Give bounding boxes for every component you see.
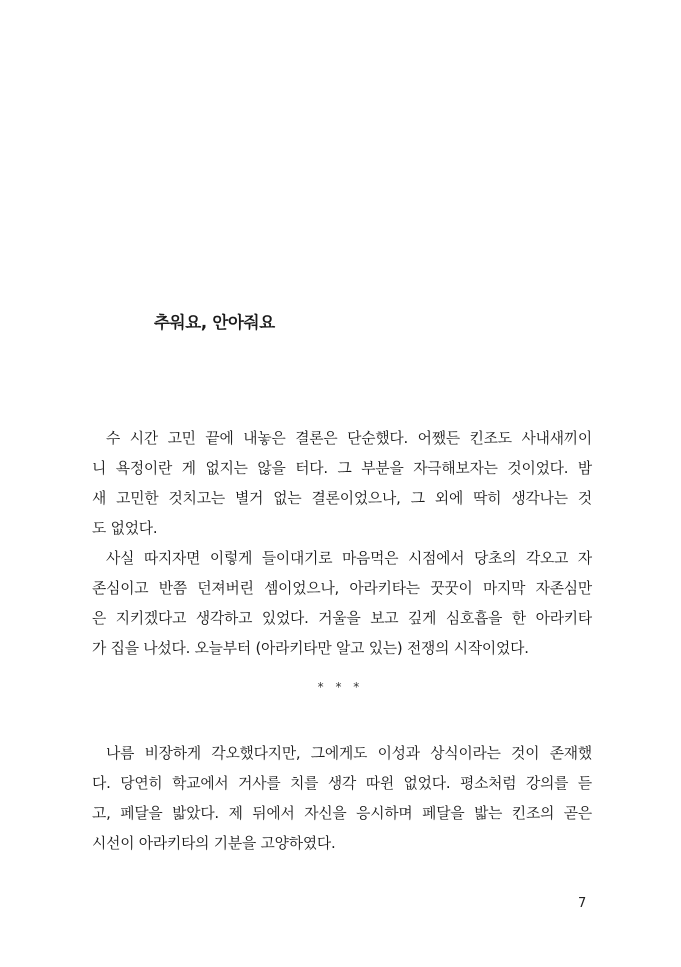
text-line: 니 욕정이란 게 없지는 않을 터다. 그 부분을 자극해보자는 것이었다. 밤 (92, 460, 592, 477)
text-line: 수 시간 고민 끝에 내놓은 결론은 단순했다. 어쨌든 킨조도 사내새끼이 (106, 430, 592, 447)
section-separator: * * * (317, 680, 364, 694)
chapter-title: 추워요, 안아줘요 (154, 313, 275, 332)
text-line: 새 고민한 것치고는 별거 없는 결론이었으나, 그 외에 딱히 생각나는 것 (92, 490, 592, 507)
page-number: 7 (578, 896, 587, 911)
text-line: 은 지키겠다고 생각하고 있었다. 거울을 보고 깊게 심호흡을 한 아라키타 (92, 610, 592, 627)
text-line: 시선이 아라키타의 기분을 고양하였다. (92, 835, 336, 852)
paragraph-1 (92, 424, 592, 544)
text-line: 도 없었다. (92, 520, 158, 537)
text-line: 존심이고 반쯤 던져버린 셈이었으나, 아라키타는 꿋꿋이 마지막 자존심만 (92, 580, 592, 597)
text-line: 나름 비장하게 각오했다지만, 그에게도 이성과 상식이라는 것이 존재했 (106, 745, 592, 762)
text-line: 다. 당연히 학교에서 거사를 치를 생각 따윈 없었다. 평소처럼 강의를 듣 (92, 775, 592, 792)
paragraph-3 (92, 739, 592, 859)
text-line: 사실 따지자면 이렇게 들이대기로 마음먹은 시점에서 당초의 각오고 자 (106, 550, 592, 567)
paragraph-2 (92, 544, 592, 664)
text-line: 가 집을 나섰다. 오늘부터 (아라키타만 알고 있는) 전쟁의 시작이었다. (92, 640, 529, 657)
text-line: 고, 페달을 밟았다. 제 뒤에서 자신을 응시하며 페달을 밟는 킨조의 곧은 (92, 805, 592, 822)
